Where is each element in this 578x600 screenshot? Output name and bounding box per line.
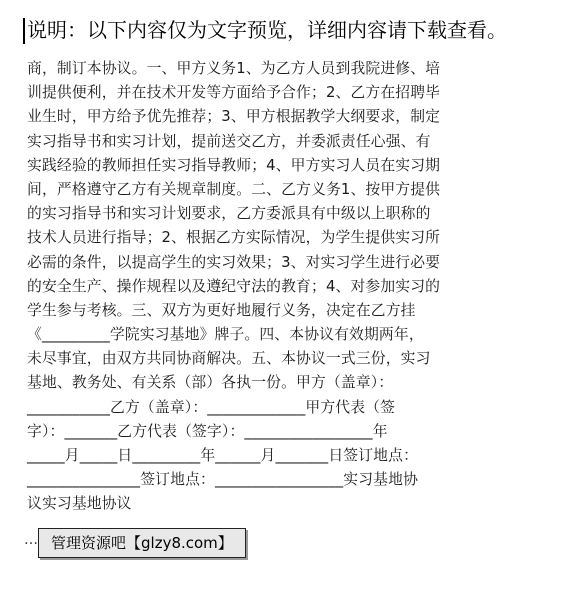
body-line: 实践经验的教师担任实习指导教师；4、甲方实习人员在实习期	[27, 156, 441, 174]
body-line: 实习指导书和实习计划，提前送交乙方，并委派责任心强、有	[27, 132, 431, 150]
body-line: 的实习指导书和实习计划要求，乙方委派具有中级以上职称的	[27, 205, 431, 223]
body-line: 字）：_______乙方代表（签字）：_________________年	[27, 422, 388, 440]
body-line: _______________签订地点：_________________实习基地协	[27, 471, 419, 489]
body-line: 业生时，甲方给予优先推荐；3、甲方根据教学大纲要求，制定	[27, 108, 441, 126]
site-watermark-label: 管理资源吧【glzy8.com】	[38, 528, 246, 558]
agreement-body	[27, 57, 555, 517]
body-line: 技术人员进行指导；2、根据乙方实际情况，为学生提供实习所	[27, 229, 441, 247]
body-line: 议实习基地协议	[27, 495, 132, 513]
body-line: 间，严格遵守乙方有关规章制度。二、乙方义务1、按甲方提供	[27, 180, 441, 198]
body-line: 训提供便利，并在技术开发等方面给予合作；2、乙方在招聘毕	[27, 84, 441, 102]
preview-notice: 说明：以下内容仅为文字预览，详细内容请下载查看。	[27, 18, 507, 42]
body-line: 商，制订本协议。一、甲方义务1、为乙方人员到我院进修、培	[27, 60, 441, 77]
body-line: 必需的条件，以提高学生的实习效果；3、对实习学生进行必要	[27, 253, 441, 271]
body-line: 学生参与考核。三、双方为更好地履行义务，决定在乙方挂	[27, 301, 416, 319]
body-line: 《_________学院实习基地》牌子。四、本协议有效期两年，	[27, 326, 424, 344]
ellipsis-mark: …	[24, 532, 38, 548]
body-line: 未尽事宜，由双方共同协商解决。五、本协议一式三份，实习	[27, 350, 431, 368]
body-line: _____月_____日_________年______月_______日签订地点：	[27, 447, 419, 464]
body-line: 基地、教务处、有关系（部）各执一份。甲方（盖章）：	[27, 374, 394, 392]
text-cursor	[23, 18, 25, 44]
body-line: 的安全生产、操作规程以及遵纪守法的教育；4、对参加实习的	[27, 277, 441, 295]
body-line: ___________乙方（盖章）：_____________甲方代表（签	[27, 398, 396, 416]
